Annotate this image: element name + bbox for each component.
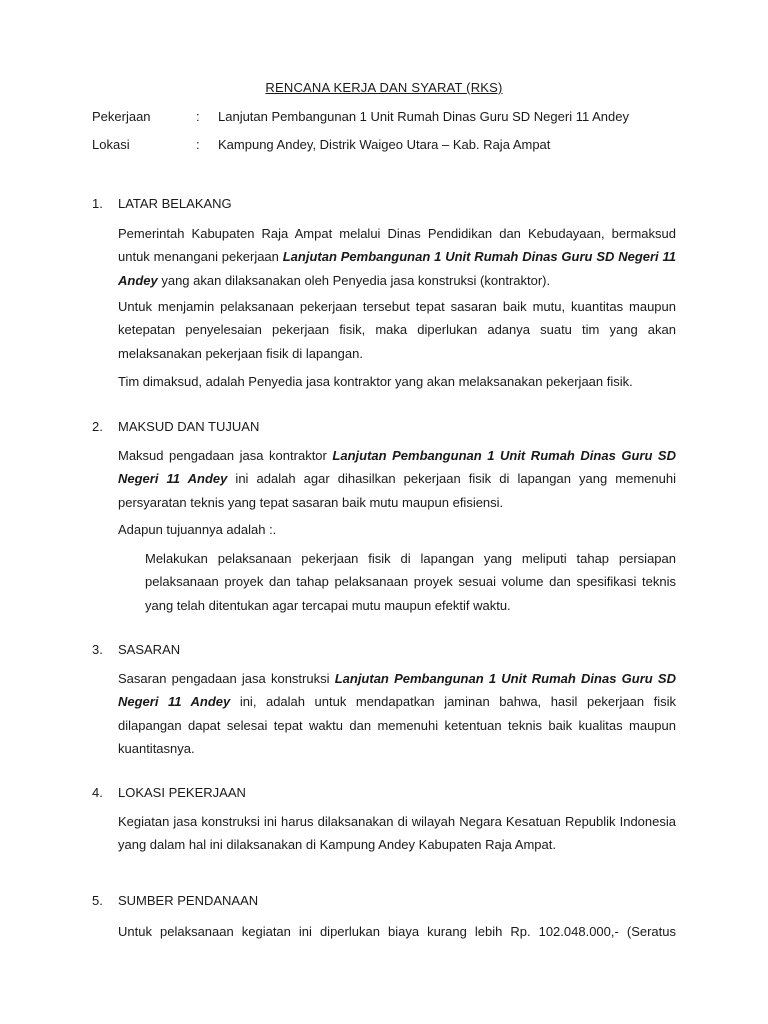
section-1-paragraph-2: Untuk menjamin pelaksanaan pekerjaan tersebut tepat sasaran baik mutu, kuantitas maupun ketepatan penyelesaian pekerjaan fisik, maka diperlukan adanya suatu tim yang akan melaksanakan pekerjaan fisik di lapangan.	[118, 299, 676, 361]
section-number: 1.	[92, 196, 103, 211]
section-title: LOKASI PEKERJAAN	[118, 785, 246, 800]
paragraph-text: Sasaran pengadaan jasa konstruksi	[118, 671, 335, 686]
meta-label: Pekerjaan	[92, 109, 151, 124]
meta-value: Lanjutan Pembangunan 1 Unit Rumah Dinas Guru SD Negeri 11 Andey	[218, 109, 629, 124]
section-1-paragraph-3: Tim dimaksud, adalah Penyedia jasa kontraktor yang akan melaksanakan pekerjaan fisik.	[118, 374, 633, 389]
document-title: RENCANA KERJA DAN SYARAT (RKS)	[265, 80, 503, 95]
section-1-paragraph-1	[118, 222, 676, 292]
paragraph-text: yang akan dilaksanakan oleh Penyedia jasa konstruksi (kontraktor).	[157, 272, 551, 288]
section-title: SASARAN	[118, 642, 181, 657]
meta-colon: :	[196, 137, 200, 152]
section-3-paragraph-1	[118, 667, 676, 760]
section-heading-sumber-pendanaan	[92, 893, 258, 908]
meta-label: Lokasi	[92, 137, 130, 152]
section-heading-lokasi-pekerjaan	[92, 785, 246, 800]
section-2-paragraph-1	[118, 444, 676, 514]
section-heading-maksud-dan-tujuan	[92, 419, 259, 434]
section-title: LATAR BELAKANG	[118, 196, 232, 211]
section-number: 2.	[92, 419, 103, 434]
project-name-emphasis: Lanjutan Pembangunan 1 Unit Rumah Dinas Guru SD Negeri 11 Andey	[118, 671, 676, 710]
meta-pekerjaan	[92, 109, 629, 124]
section-number: 3.	[92, 642, 103, 657]
paragraph-text: ini adalah agar dihasilkan pekerjaan fisik di lapangan yang memenuhi persyaratan teknis yang tepat sasaran baik mutu maupun efisiensi.	[118, 471, 676, 510]
section-title: SUMBER PENDANAAN	[118, 893, 259, 908]
section-heading-sasaran	[92, 642, 180, 657]
project-name-emphasis: Lanjutan Pembangunan 1 Unit Rumah Dinas Guru SD Negeri 11 Andey	[118, 249, 677, 288]
meta-value: Kampung Andey, Distrik Waigeo Utara – Kab. Raja Ampat	[218, 137, 551, 152]
section-2-paragraph-2: Adapun tujuannya adalah :.	[118, 522, 277, 537]
paragraph-text: Pemerintah Kabupaten Raja Ampat melalui Dinas Pendidikan dan Kebudayaan, bermaksud untuk menangani pekerjaan	[118, 226, 676, 265]
paragraph-text: Maksud pengadaan jasa kontraktor	[118, 448, 333, 463]
section-5-paragraph-1: Untuk pelaksanaan kegiatan ini diperlukan biaya kurang lebih Rp. 102.048.000,- (Seratus	[118, 924, 676, 939]
section-heading-latar-belakang	[92, 196, 232, 211]
section-number: 5.	[92, 893, 103, 908]
section-2-objective: Melakukan pelaksanaan pekerjaan fisik di lapangan yang meliputi tahap persiapan pelaksanaan proyek dan tahap pelaksanaan proyek sesuai volume dan spesifikasi teknis yang telah ditentukan agar tercapai mutu maupun efektif waktu.	[145, 551, 676, 613]
section-title: MAKSUD DAN TUJUAN	[118, 419, 260, 434]
meta-lokasi	[92, 137, 550, 152]
meta-colon: :	[196, 109, 200, 124]
paragraph-text: ini, adalah untuk mendapatkan jaminan bahwa, hasil pekerjaan fisik dilapangan dapat selesai tepat waktu dan memenuhi ketentuan teknis baik kualitas maupun kuantitasnya.	[118, 694, 676, 756]
project-name-emphasis: Lanjutan Pembangunan 1 Unit Rumah Dinas Guru SD Negeri 11 Andey	[118, 448, 676, 487]
section-4-paragraph-1: Kegiatan jasa konstruksi ini harus dilaksanakan di wilayah Negara Kesatuan Republik Indonesia yang dalam hal ini dilaksanakan di Kampung Andey Kabupaten Raja Ampat.	[118, 814, 676, 853]
section-number: 4.	[92, 785, 103, 800]
